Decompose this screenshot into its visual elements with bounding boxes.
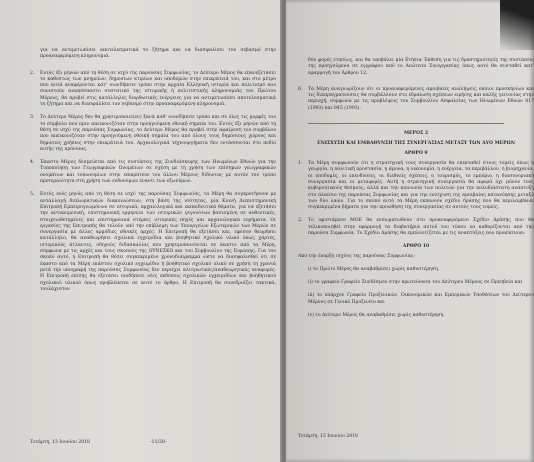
paragraph-6 (298, 87, 534, 112)
article-10-item: i) το Πρώτο Μέρος θα αναβαθμίσει χωρίς καθυστέρηση, (308, 266, 440, 272)
paragraph-text: Το Δεύτερο Μέρος δεν θα χρησιμοποιεί(εν) ξανά καθ' οιονδήποτε τρόπο και σε όλες τις μορφές του το σύμβολο που πριν απεικονιζόταν στην προηγούμενη εθνική σημαία του. Εντός έξι μηνών από τη θέση σε ισχύ της παρούσας Συμφωνίας, το Δεύτερο Μέρος θα προβεί στην αφαίρεση του συμβόλου που απεικονιζόταν στην προηγούμενη εθνική σημαία του από όλους τους δημόσιους χώρους και δημόσιες χρήσεις στην επικράτειά του. Αρχαιολογικά τεχνουργήματα δεν εντάσσονται στο πεδίο αυτής της πρόνοιας. (40, 115, 276, 152)
article-10-item: ii) το γραφείο Γραφείο Συνδέσμου στην πρωτεύουσα του Δεύτερου Μέρους σε Πρεσβεία και (308, 279, 523, 285)
paragraph-number: 3. (30, 115, 35, 121)
paragraph-text: Έκαστο Μέρος δεσμεύεται από τις συστάσεις της Συνδιάσκεψης των Ηνωμένων Εθνών για την Τυποποίηση των Γεωγραφικών Ονομάτων σε σχέση με τη χρήση των επίσημων γεωγραφικών ονομάτων και τοπωνυμίων στην επικράτεια του άλλου Μέρους δίδοντας με αυτόν τον τρόπο προτεραιότητα στη χρήση των ενδονύμων έναντι των εξωνύμων. (40, 160, 276, 185)
paragraph-5 (30, 192, 276, 293)
article-10-heading: ΑΡΘΡΟ 10 (402, 244, 430, 250)
article-9-paragraph-2 (298, 218, 534, 237)
paragraph-text: Τα Μέρη αναγνωρίζουν ότι οι προαναφερόμενες αμοιβαίες αναλήψεις οποιοι προσκηνίων και τις διαπραγματεύσεις θα συμβάλλουν στο εδραίωση σχέσεων ειρήνης και καλής γειτονίας στην περιοχή, σύμφωνα με τις προβλέψεις του Συμβουλίου Ασφαλείας των Ηνωμένων Εθνών 817 (1993) και 845 (1993). (308, 86, 534, 111)
intro-paragraph: για να αντιμετωπίσει αποτελεσματικά το ζήτημα και να διασφαλίσει τον σεβασμό στην προαναφερόμενη κληρονομιά. (40, 48, 276, 60)
section-divider (298, 119, 534, 128)
paragraph-text: Εντός ενός μηνός από τη θέση σε ισχύ της παρούσας Συμφωνίας, τα Μέρη θα συγκροτήσουν με ανταλλαγή διπλωματικών διακοινώσεων, στη βάση της ισότητας, μία Κοινή Διεπιστημονική Επιτροπή Εμπειρογνωμόνων σε ιστορικά, αρχαιολογικά και εκπαιδευτικά θέματα, για να εξετάσει την αντικειμενική, επιστημονική ερμηνεία των ιστορικών γεγονότων βασισμένη σε αυθεντικές, στοιχειοθετημένες και επιστημονικά στέρεες ιστορικές πηγές και αρχαιολογικά ευρήματα. Οι εργασίες της Επιτροπής θα τελούν υπό την επίβλεψη των Υπουργείων Εξωτερικών των Μερών σε συνεργασία με άλλες αρμόδιες εθνικές αρχές. Η Επιτροπή θα εξετάσει και, εφόσον θεωρήσει κατάλληλο, θα αναθεωρήσει σχολικά εγχειρίδια και βοηθητικό σχολικό υλικό όπως χάρτες, ιστορικούς άτλαντες, οδηγούς διδασκαλίας που χρησιμοποιούνται σε έκαστο από τα Μέρη, σύμφωνα με τις αρχές και τους σκοπούς της ΟΥΝΕΣΚΟ και του Συμβουλίου της Ευρώπης. Για τον σκοπό αυτό, η Επιτροπή θα θέσει συγκεκριμένο χρονοδιάγραμμα ώστε να διασφαλισθεί ότι σε έκαστο από τα Μέρη εκάστου σχολικό εγχειρίδιο ή βοηθητικό σχολικό υλικό σε χρήση τη χρονιά μετά την υπογραφή της παρούσας Συμφωνίας δεν περιέχει αλυτρωτικές/αναθεωρητικές αναφορές. Η Επιτροπή επίσης θα εξετάσει οιοδήποτε νέες εκδόσεις σχολικών εγχειριδίων και βοηθητικού σχολικού υλικού όπως προβλέπεται σε αυτό το άρθρο. Η Επιτροπή θα συνεδριάζει τακτικά, τουλάχιστον (40, 192, 276, 292)
paragraph-text: Το υφιστάμενο ΜΟΕ θα ενσωματωθούν στο προαναφερόμενο Σχέδιο Δράσης που θα τελικοποιηθεί στην εφαρμογή τα διαβατήρια αυτού του τύπου να καθορίζονται από την παρούσα Συμφωνία. Το Σχέδιο Δράσης θα εμπλουτίζεται με τις αναπτύξεις που προκύπτουν. (308, 218, 534, 237)
paragraph-number: 1. (298, 161, 303, 167)
part-title: ΕΝΙΣΧΥΣΗ ΚΑΙ ΕΜΒΑΘΥΝΣΗ ΤΗΣ ΣΥΝΕΡΓΑΣΙΑΣ ΜΕΤΑΞΥ ΤΩΝ ΔΥΟ ΜΕΡΩΝ (317, 141, 515, 147)
article-9-heading: ΑΡΘΡΟ 9 (404, 151, 428, 157)
article-10-item: iv) το Δεύτερο Μέρος θα αναβαθμίσει χωρίς καθυστέρηση. (308, 312, 445, 318)
article-10-item: iii) το υπάρχον Γραφείο Προξενικών, Οικονομικών και Εμπορικών Υποθέσεων του Δεύτερου Μέρους σε Γενικό Προξενείο και (308, 293, 534, 305)
paragraph-number: 6. (298, 86, 303, 92)
footer-date: Τετάρτη, 13 Ιουνίου 2018 (298, 434, 358, 439)
part-heading: ΜΕΡΟΣ 2 (403, 131, 429, 137)
paragraph-number: 5. (30, 192, 35, 198)
background-shadow (500, 0, 534, 50)
paragraph-number: 4. (30, 160, 35, 166)
paragraph-4 (30, 160, 276, 185)
right-document-page (286, 0, 534, 462)
article-10-intro: Από την έναρξη ισχύος της παρούσας Συμφωνίας: (298, 254, 415, 260)
paragraph-number: 2. (30, 70, 35, 76)
paragraph-number: 2. (298, 218, 303, 224)
continued-text: δύο φορές ετησίως, και θα υποβάλει μία Ετήσια Έκθεση για τις δραστηριότητές της συστάσεις της προηγούμενα σε εγγράφου από το Ανώτατο Συνεργασίας όπως αυτό θα συσταθεί κατ' εφαρμογή του Άρθρου 12. (308, 58, 534, 76)
page-number: -11/20- (150, 440, 167, 445)
paragraph-text: Εντός έξι μηνών από τη θέση σε ισχύ της παρούσας Συμφωνίας, το Δεύτερο Μέρος θα επανεξετάσει το καθεστώς των μνημείων, δημοσίων κτιρίων και υποδομών στην επικράτειά του, και στο μέτρο που αυτά αναφέρονται κατ' οιονδήποτε τρόπο στην αρχαία Ελληνική ιστορία και πολιτισμό που συνιστούν αναπόσπαστο συστατικό της ιστορικής ή πολιτιστικής κληρονομιάς του Πρώτου Μέρους, θα προβεί στις κατάλληλες διορθωτικές ενέργειες για να αντιμετωπίσει αποτελεσματικά το ζήτημα και να διασφαλίσει τον σεβασμό στην προαναφερόμενη κληρονομιά. (40, 70, 276, 108)
paragraph-text: Τα Μέρη συμφωνούν ότι η στρατηγική τους συνεργασία θα επεκταθεί στους τομείς όπως η γεωργία, η πολιτική προστασία, η άμυνα, η οικονομία, η ενέργεια, τα περιβάλλον, η βιομηχανία, οι υποδομές, οι επενδύσεις, οι διεθνείς σχέσεις, ο τουρισμός, το εμπόριο, η διασυνοριακή συνεργασία και οι μεταφορές. Αυτή η στρατηγική συνεργασία θα αφορά όχι μόνον τους κυβερνητικούς θεσμούς, αλλά και την κοινωνία των πολιτών για την πολυδιάστατη ανάπτυξη στο πλαίσιο της παρούσας Συμφωνίας και για την ενίσχυση της αμοιβαίας κατανόησης μεταξύ των δύο λαών. Για το σκοπό αυτό τα Μέρη εκπονούν σχέδιο δράσης που θα περιλαμβάνει συγκεκριμένα βήματα για την προώθηση της συνεργασίας σε αυτούς τους τομείς. (308, 161, 534, 211)
article-9-paragraph-1 (298, 161, 534, 211)
paragraph-3 (30, 115, 276, 153)
footer-date: Τετάρτη, 13 Ιουνίου 2018 (30, 440, 90, 445)
paragraph-2 (30, 71, 276, 109)
